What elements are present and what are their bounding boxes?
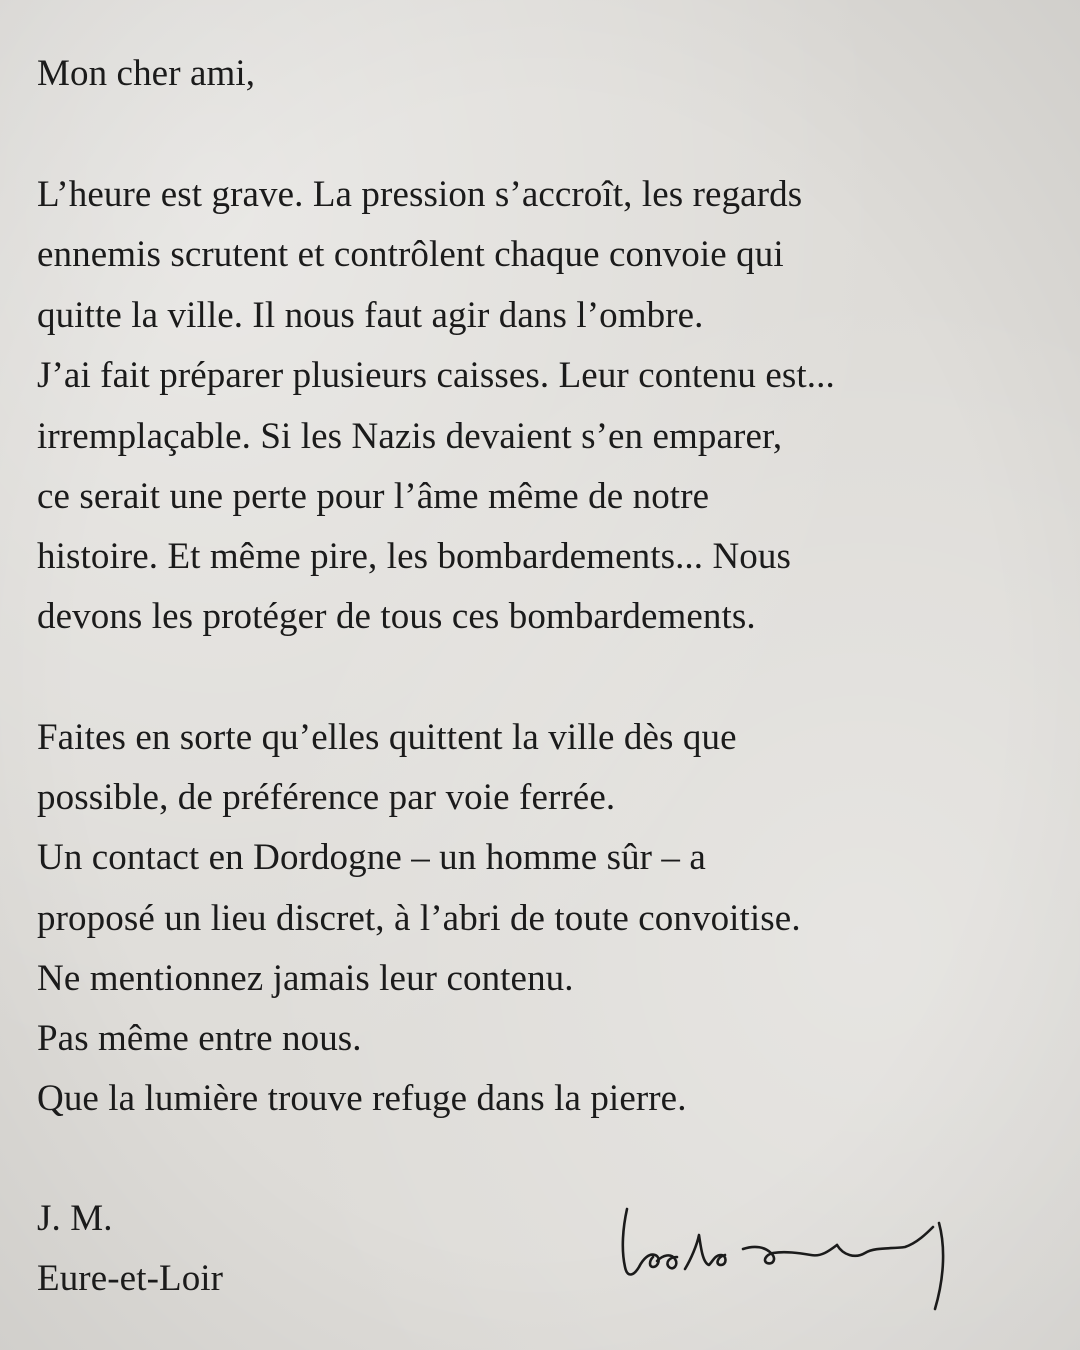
paragraph1-line-1: L’heure est grave. La pression s’accroît, les regards — [37, 174, 803, 215]
paragraph1-line-4: J’ai fait préparer plusieurs caisses. Leur contenu est... — [37, 355, 835, 396]
paragraph2-line-3: Un contact en Dordogne – un homme sûr – a — [37, 837, 706, 878]
paragraph2-line-5: Ne mentionnez jamais leur contenu. — [37, 958, 574, 999]
paragraph1-line-6: ce serait une perte pour l’âme même de notre — [37, 476, 710, 517]
paragraph2-line-6: Pas même entre nous. — [37, 1018, 362, 1059]
paragraph1-line-7: histoire. Et même pire, les bombardements... Nous — [37, 536, 791, 577]
paragraph1-line-3: quitte la ville. Il nous faut agir dans l’ombre. — [37, 295, 704, 336]
paragraph2-line-7: Que la lumière trouve refuge dans la pierre. — [37, 1078, 687, 1119]
paragraph2-line-4: proposé un lieu discret, à l’abri de toute convoitise. — [37, 898, 801, 939]
sign-initials: J. M. — [37, 1198, 113, 1239]
paragraph1-line-2: ennemis scrutent et contrôlent chaque convoie qui — [37, 234, 784, 275]
paragraph1-line-8: devons les protéger de tous ces bombardements. — [37, 596, 756, 637]
salutation: Mon cher ami, — [37, 53, 256, 94]
paragraph2-line-1: Faites en sorte qu’elles quittent la ville dès que — [37, 717, 737, 758]
sign-place: Eure-et-Loir — [37, 1258, 224, 1299]
handwritten-signature — [615, 1205, 960, 1320]
paragraph2-line-2: possible, de préférence par voie ferrée. — [37, 777, 616, 818]
paragraph1-line-5: irremplaçable. Si les Nazis devaient s’en emparer, — [37, 416, 783, 457]
